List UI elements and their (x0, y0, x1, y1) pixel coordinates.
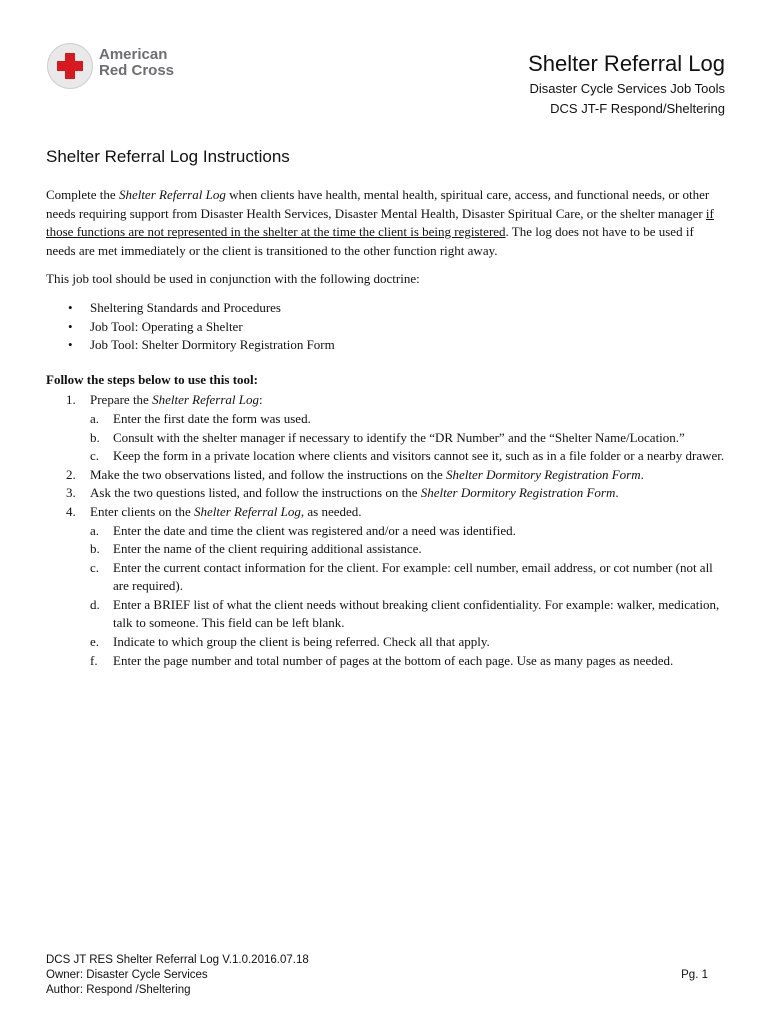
list-item: • Sheltering Standards and Procedures (46, 299, 726, 318)
step-4c: c. Enter the current contact information for the client. For example: cell number, email address, or cot number (not all are required). (90, 559, 713, 594)
step-4d: d. Enter a BRIEF list of what the client needs without breaking client confidentiality. For example: walker, medication, talk to someone. This field can be left blank. (90, 596, 720, 631)
red-cross-icon (47, 43, 93, 89)
logo-line1: American (99, 46, 168, 63)
step-1: 1. Prepare the Shelter Referral Log: (66, 392, 263, 408)
step-4e: e. Indicate to which group the client is being referred. Check all that apply. (90, 634, 490, 650)
footer-owner: Owner: Disaster Cycle Services (46, 969, 208, 981)
document-footer (46, 953, 309, 998)
document-subtitle-2: DCS JT-F Respond/Sheltering (550, 101, 725, 116)
section-title: Shelter Referral Log Instructions (46, 147, 290, 166)
step-1b: b. Consult with the shelter manager if necessary to identify the “DR Number” and the “Shelter Name/Location.” (90, 429, 685, 445)
doctrine-list (46, 299, 726, 355)
american-red-cross-logo (47, 43, 187, 91)
instructions-body (46, 186, 726, 670)
footer-author: Author: Respond /Sheltering (46, 984, 191, 996)
document-title: Shelter Referral Log (528, 51, 725, 76)
step-4b: b. Enter the name of the client requiring additional assistance. (90, 541, 422, 557)
document-subtitle-1: Disaster Cycle Services Job Tools (529, 81, 725, 96)
step-4: 4. Enter clients on the Shelter Referral Log, as needed. (66, 503, 362, 519)
step-2: 2. Make the two observations listed, and follow the instructions on the Shelter Dormitory Registration Form. (66, 466, 644, 482)
step-4a: a. Enter the date and time the client was registered and/or a need was identified. (90, 522, 516, 538)
logo-text (99, 47, 174, 79)
step-3: 3. Ask the two questions listed, and follow the instructions on the Shelter Dormitory Registration Form. (66, 485, 619, 501)
list-item: • Job Tool: Operating a Shelter (46, 318, 726, 337)
step-1a: a. Enter the first date the form was used. (90, 410, 311, 426)
steps-heading: Follow the steps below to use this tool: (46, 371, 258, 387)
intro-paragraph: Complete the Shelter Referral Log when clients have health, mental health, spiritual care, access, and functional needs, or other needs requiring support from Disaster Health Services, Disaster Mental Health, Disaster Spiritual Care, or the shelter manager if those functions are not represented in the shelter at the time the client is being registered. The log does not have to be used if needs are met immediately or the client is transitioned to the other function right away. (46, 187, 714, 258)
document-header (528, 50, 725, 118)
doctrine-paragraph: This job tool should be used in conjunction with the following doctrine: (46, 271, 420, 287)
page-number: Pg. 1 (681, 969, 708, 981)
step-1c: c. Keep the form in a private location where clients and visitors cannot see it, such as in a file folder or a nearby drawer. (90, 448, 725, 464)
step-4f: f. Enter the page number and total number of pages at the bottom of each page. Use as many pages as needed. (90, 652, 674, 668)
list-item: • Job Tool: Shelter Dormitory Registration Form (46, 336, 726, 355)
logo-line2: Red Cross (99, 62, 175, 79)
footer-version: DCS JT RES Shelter Referral Log V.1.0.2016.07.18 (46, 954, 309, 966)
